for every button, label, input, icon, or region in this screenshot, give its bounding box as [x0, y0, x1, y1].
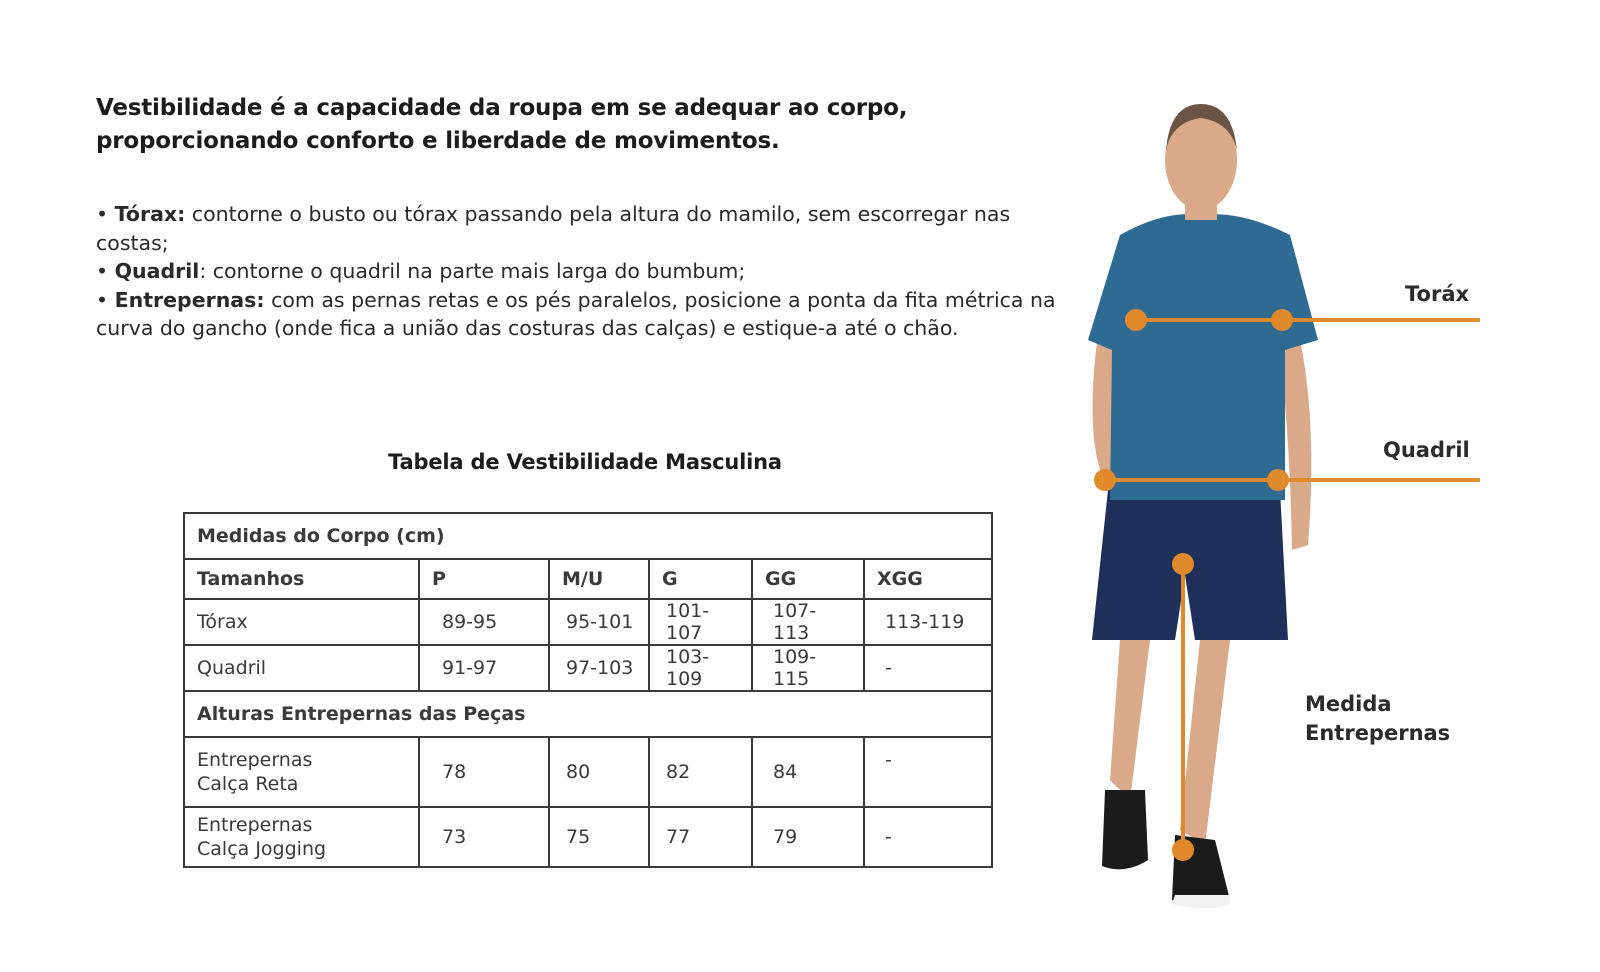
table-cell: - — [864, 645, 992, 691]
instruction-text: : contorne o quadril na parte mais larga do bumbum; — [199, 259, 746, 283]
table-cell: 113-119 — [864, 599, 992, 645]
header-cell: XGG — [864, 559, 992, 599]
row-label-line: Entrepernas — [197, 749, 313, 771]
table-cell: 103-109 — [649, 645, 752, 691]
table-cell: 107-113 — [752, 599, 864, 645]
measurement-instructions — [96, 200, 1076, 343]
table-cell: 82 — [649, 737, 752, 807]
model-illustration — [1080, 0, 1600, 968]
torax-marker — [1125, 309, 1147, 331]
table-cell: - — [864, 807, 992, 867]
table-cell: 91-97 — [419, 645, 549, 691]
measurement-figure — [1080, 0, 1600, 968]
header-cell: G — [649, 559, 752, 599]
intro-line-1: Vestibilidade é a capacidade da roupa em se adequar ao corpo, — [96, 95, 908, 121]
table-cell: 79 — [752, 807, 864, 867]
instruction-torax: • Tórax: contorne o busto ou tórax passando pela altura do mamilo, sem escorregar nas costas; — [96, 202, 1011, 255]
label-line: Medida — [1305, 692, 1392, 716]
table-cell: 78 — [419, 737, 549, 807]
header-cell: P — [419, 559, 549, 599]
row-label: Quadril — [184, 645, 419, 691]
header-cell: GG — [752, 559, 864, 599]
section-title: Medidas do Corpo (cm) — [184, 513, 992, 559]
table-cell: 101-107 — [649, 599, 752, 645]
section-row-body-measures — [184, 513, 992, 559]
quadril-marker — [1267, 469, 1289, 491]
row-label-line: Calça Jogging — [197, 838, 327, 860]
table-row — [184, 599, 992, 645]
label-quadril: Quadril — [1383, 438, 1470, 462]
quadril-marker — [1094, 469, 1116, 491]
table-cell: 80 — [549, 737, 649, 807]
section-row-inseam — [184, 691, 992, 737]
row-label — [184, 737, 419, 807]
section-title: Alturas Entrepernas das Peças — [184, 691, 992, 737]
intro-line-2: proporcionando conforto e liberdade de movimentos. — [96, 128, 780, 154]
instruction-term: Quadril — [114, 259, 200, 283]
instruction-term: Tórax: — [114, 202, 186, 226]
table-row — [184, 737, 992, 807]
header-row — [184, 559, 992, 599]
intro-heading — [96, 92, 996, 158]
header-cell: Tamanhos — [184, 559, 419, 599]
row-label-line: Calça Reta — [197, 773, 299, 795]
row-label: Tórax — [184, 599, 419, 645]
label-entrepernas — [1305, 690, 1450, 748]
instruction-text: com as pernas retas e os pés paralelos, posicione a ponta da fita métrica na curva do gancho (onde fica a união das costuras das calças) e estique-a até o chão. — [96, 287, 1056, 340]
table-cell: - — [864, 737, 992, 807]
table-cell: 73 — [419, 807, 549, 867]
instruction-term: Entrepernas: — [114, 287, 265, 312]
table-row — [184, 645, 992, 691]
table-title: Tabela de Vestibilidade Masculina — [388, 450, 782, 474]
label-line: Entrepernas — [1305, 721, 1451, 745]
table-cell: 89-95 — [419, 599, 549, 645]
instruction-text: contorne o busto ou tórax passando pela altura do mamilo, sem escorregar nas costas; — [96, 202, 1011, 255]
table-cell: 97-103 — [549, 645, 649, 691]
torax-marker — [1271, 309, 1293, 331]
row-label-line: Entrepernas — [197, 814, 313, 836]
label-torax: Toráx — [1405, 282, 1470, 306]
table-cell: 84 — [752, 737, 864, 807]
header-cell: M/U — [549, 559, 649, 599]
table-cell: 75 — [549, 807, 649, 867]
table-cell: 109-115 — [752, 645, 864, 691]
instruction-entrepernas: • Entrepernas: com as pernas retas e os pés paralelos, posicione a ponta da fita métrica na curva do gancho (onde fica a união das costuras das calças) e estique-a até o chão. — [96, 287, 1056, 340]
entrepernas-marker — [1172, 839, 1194, 861]
entrepernas-marker — [1172, 553, 1194, 575]
size-table — [183, 512, 993, 868]
row-label — [184, 807, 419, 867]
instruction-quadril: • Quadril: contorne o quadril na parte mais larga do bumbum; — [96, 259, 746, 283]
table-cell: 77 — [649, 807, 752, 867]
table-row — [184, 807, 992, 867]
table-cell: 95-101 — [549, 599, 649, 645]
